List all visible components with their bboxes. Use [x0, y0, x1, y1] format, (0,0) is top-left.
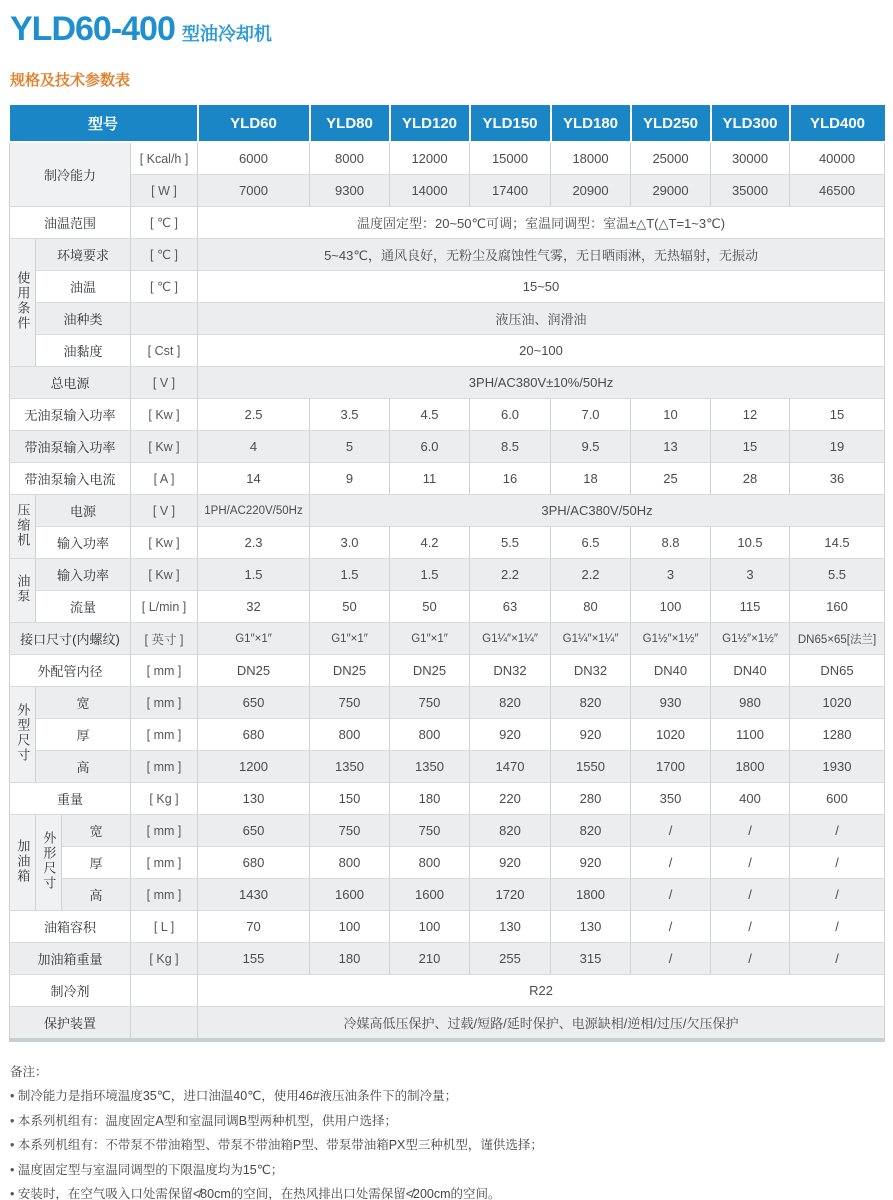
row-label: 油种类: [36, 303, 131, 335]
row-label: 带油泵输入功率: [10, 431, 131, 463]
row-unit: [ ℃ ]: [131, 207, 198, 239]
spec-cell: 180: [310, 943, 390, 975]
spec-cell: G1¼″×1¼″: [551, 623, 631, 655]
group-label-text: 加油箱: [15, 838, 31, 884]
row-label: 环境要求: [36, 239, 131, 271]
row-span-value: 3PH/AC380V±10%/50Hz: [198, 367, 885, 399]
spec-cell: /: [711, 815, 790, 847]
row-unit: [ Kw ]: [131, 527, 198, 559]
row-label: 总电源: [10, 367, 131, 399]
spec-cell: 6.0: [470, 399, 551, 431]
row-group-label: [10, 815, 36, 911]
spec-cell: 2.2: [551, 559, 631, 591]
spec-cell: 16: [470, 463, 551, 495]
spec-cell: 750: [390, 687, 470, 719]
row-unit: [ V ]: [131, 495, 198, 527]
row-span-value: 3PH/AC380V/50Hz: [310, 495, 885, 527]
spec-cell: 1.5: [310, 559, 390, 591]
page-title-suffix: 型油冷却机: [181, 24, 272, 44]
spec-cell: 14.5: [790, 527, 885, 559]
spec-cell: 46500: [790, 175, 885, 207]
row-label: 油箱容积: [10, 911, 131, 943]
spec-cell: 1700: [631, 751, 711, 783]
row-unit: [ mm ]: [131, 655, 198, 687]
spec-cell: 650: [198, 815, 310, 847]
spec-cell: /: [711, 879, 790, 911]
row-unit: [ Kw ]: [131, 431, 198, 463]
spec-cell: 1930: [790, 751, 885, 783]
spec-cell: 820: [470, 687, 551, 719]
row-label: 高: [62, 879, 131, 911]
spec-cell: 3: [711, 559, 790, 591]
row-unit: [ mm ]: [131, 719, 198, 751]
note-item: • 安装时，在空气吸入口处需保留≮80cm的空间，在热风排出口处需保留≮200cm的空间。: [10, 1182, 893, 1200]
spec-cell: 680: [198, 719, 310, 751]
spec-cell: 30000: [711, 142, 790, 175]
spec-cell: 18: [551, 463, 631, 495]
row-unit: [ Kg ]: [131, 943, 198, 975]
spec-cell: /: [790, 847, 885, 879]
row-group-label: [10, 239, 36, 367]
row-unit: [ L ]: [131, 911, 198, 943]
row-unit: [ mm ]: [131, 687, 198, 719]
spec-cell: 4: [198, 431, 310, 463]
spec-cell: 11: [390, 463, 470, 495]
notes-section: [10, 1060, 893, 1200]
table-row: [10, 943, 885, 975]
column-header: YLD60: [198, 105, 310, 142]
spec-cell: DN65×65[法兰]: [790, 623, 885, 655]
spec-cell: 4.5: [390, 399, 470, 431]
spec-cell: /: [631, 815, 711, 847]
spec-cell: 50: [310, 591, 390, 623]
row-span-value: 15~50: [198, 271, 885, 303]
spec-cell: G1″×1″: [390, 623, 470, 655]
spec-cell: /: [711, 847, 790, 879]
row-unit: [ Cst ]: [131, 335, 198, 367]
table-row: [10, 847, 885, 879]
column-header: YLD80: [310, 105, 390, 142]
spec-cell: 130: [470, 911, 551, 943]
row-label: 重量: [10, 783, 131, 815]
spec-cell: 1430: [198, 879, 310, 911]
row-label: 接口尺寸(内螺纹): [10, 623, 131, 655]
page-header: [0, 0, 893, 49]
spec-cell: 820: [470, 815, 551, 847]
spec-cell: 2.5: [198, 399, 310, 431]
column-header-model: 型号: [10, 105, 198, 142]
spec-cell: 5: [310, 431, 390, 463]
spec-cell: 1PH/AC220V/50Hz: [198, 495, 310, 527]
row-unit: [131, 975, 198, 1007]
row-group-label: [10, 687, 36, 783]
spec-cell: 1280: [790, 719, 885, 751]
group-label-text: 油泵: [15, 574, 31, 604]
spec-cell: 1.5: [198, 559, 310, 591]
spec-cell: 3.0: [310, 527, 390, 559]
spec-cell: 750: [390, 815, 470, 847]
row-span-value: 温度固定型：20~50℃可调；室温同调型：室温±△T(△T=1~3℃): [198, 207, 885, 239]
row-label: 输入功率: [36, 559, 131, 591]
spec-cell: 28: [711, 463, 790, 495]
spec-cell: 7000: [198, 175, 310, 207]
table-row: [10, 303, 885, 335]
row-unit: [ ℃ ]: [131, 271, 198, 303]
spec-cell: 1350: [390, 751, 470, 783]
spec-cell: /: [631, 879, 711, 911]
row-unit: [ mm ]: [131, 847, 198, 879]
table-row: [10, 175, 885, 207]
table-row: [10, 879, 885, 911]
row-unit: [ A ]: [131, 463, 198, 495]
row-group-label: [10, 559, 36, 623]
spec-cell: 14: [198, 463, 310, 495]
table-header-row: [10, 105, 885, 142]
spec-cell: 930: [631, 687, 711, 719]
spec-cell: DN40: [711, 655, 790, 687]
spec-cell: 70: [198, 911, 310, 943]
spec-cell: 15: [790, 399, 885, 431]
spec-cell: 1600: [390, 879, 470, 911]
spec-cell: 350: [631, 783, 711, 815]
spec-cell: 1800: [551, 879, 631, 911]
spec-cell: 800: [310, 847, 390, 879]
spec-cell: 1200: [198, 751, 310, 783]
spec-cell: 1470: [470, 751, 551, 783]
spec-cell: 17400: [470, 175, 551, 207]
spec-cell: 25000: [631, 142, 711, 175]
table-row: [10, 591, 885, 623]
row-label: 带油泵输入电流: [10, 463, 131, 495]
table-row: [10, 1007, 885, 1041]
spec-cell: 180: [390, 783, 470, 815]
spec-cell: 210: [390, 943, 470, 975]
group-label-text: 外形尺寸: [41, 831, 57, 891]
spec-cell: /: [711, 943, 790, 975]
note-item: • 本系列机组有：不带泵不带油箱型、带泵不带油箱P型、带泵带油箱PX型三种机型，谨供选择；: [10, 1133, 893, 1158]
spec-cell: 280: [551, 783, 631, 815]
section-title: 规格及技术参数表: [10, 72, 131, 89]
row-unit: [ mm ]: [131, 879, 198, 911]
table-row: [10, 815, 885, 847]
spec-cell: 15: [711, 431, 790, 463]
row-label: 流量: [36, 591, 131, 623]
spec-cell: 8000: [310, 142, 390, 175]
spec-cell: 920: [470, 719, 551, 751]
row-label: 输入功率: [36, 527, 131, 559]
row-label: 宽: [36, 687, 131, 719]
row-label: 宽: [62, 815, 131, 847]
spec-cell: 920: [470, 847, 551, 879]
table-row: [10, 623, 885, 655]
note-item: • 制冷能力是指环境温度35℃，进口油温40℃，使用46#液压油条件下的制冷量；: [10, 1084, 893, 1109]
row-span-value: 5~43℃，通风良好，无粉尘及腐蚀性气雾，无日晒雨淋，无热辐射，无振动: [198, 239, 885, 271]
spec-cell: 100: [310, 911, 390, 943]
spec-cell: 1350: [310, 751, 390, 783]
table-row: [10, 399, 885, 431]
spec-cell: 920: [551, 719, 631, 751]
spec-cell: /: [790, 815, 885, 847]
spec-cell: 14000: [390, 175, 470, 207]
column-header: YLD250: [631, 105, 711, 142]
spec-cell: 800: [390, 719, 470, 751]
row-unit: [ ℃ ]: [131, 239, 198, 271]
note-item: • 温度固定型与室温同调型的下限温度均为15℃；: [10, 1158, 893, 1183]
table-row: [10, 463, 885, 495]
spec-cell: 1020: [631, 719, 711, 751]
row-unit: [ L/min ]: [131, 591, 198, 623]
row-unit: [ Kw ]: [131, 559, 198, 591]
spec-cell: 600: [790, 783, 885, 815]
spec-cell: 315: [551, 943, 631, 975]
spec-cell: 1600: [310, 879, 390, 911]
table-row: [10, 142, 885, 175]
column-header: YLD120: [390, 105, 470, 142]
table-row: [10, 559, 885, 591]
spec-cell: 19: [790, 431, 885, 463]
spec-cell: DN25: [198, 655, 310, 687]
table-row: [10, 719, 885, 751]
spec-cell: 2.2: [470, 559, 551, 591]
spec-cell: 1100: [711, 719, 790, 751]
spec-cell: 1550: [551, 751, 631, 783]
spec-cell: 12: [711, 399, 790, 431]
spec-cell: 130: [198, 783, 310, 815]
row-label: 电源: [36, 495, 131, 527]
spec-cell: 650: [198, 687, 310, 719]
spec-cell: 3.5: [310, 399, 390, 431]
spec-cell: DN65: [790, 655, 885, 687]
spec-cell: 8.5: [470, 431, 551, 463]
spec-cell: 1800: [711, 751, 790, 783]
spec-cell: DN40: [631, 655, 711, 687]
row-label: 厚: [36, 719, 131, 751]
spec-cell: DN25: [310, 655, 390, 687]
row-span-value: 冷媒高低压保护、过载/短路/延时保护、电源缺相/逆相/过压/欠压保护: [198, 1007, 885, 1041]
row-unit: [ Kg ]: [131, 783, 198, 815]
spec-cell: /: [790, 911, 885, 943]
column-header: YLD180: [551, 105, 631, 142]
row-label: 制冷剂: [10, 975, 131, 1007]
row-span-value: 20~100: [198, 335, 885, 367]
spec-cell: 40000: [790, 142, 885, 175]
table-row: [10, 687, 885, 719]
row-unit: [131, 1007, 198, 1041]
row-span-value: R22: [198, 975, 885, 1007]
spec-cell: 255: [470, 943, 551, 975]
row-unit: [ 英寸 ]: [131, 623, 198, 655]
spec-cell: 750: [310, 687, 390, 719]
spec-cell: G1½″×1½″: [631, 623, 711, 655]
table-row: [10, 367, 885, 399]
spec-cell: G1½″×1½″: [711, 623, 790, 655]
page-title: YLD60-400: [10, 10, 175, 48]
spec-cell: 9.5: [551, 431, 631, 463]
table-row: [10, 239, 885, 271]
note-item: • 本系列机组有：温度固定A型和室温同调B型两种机型，供用户选择；: [10, 1109, 893, 1134]
row-label: 无油泵输入功率: [10, 399, 131, 431]
spec-cell: 80: [551, 591, 631, 623]
spec-cell: /: [711, 911, 790, 943]
table-row: [10, 495, 885, 527]
spec-cell: 20900: [551, 175, 631, 207]
spec-cell: 400: [711, 783, 790, 815]
notes-title: 备注：: [10, 1065, 48, 1079]
row-label: 制冷能力: [10, 142, 131, 207]
table-row: [10, 655, 885, 687]
spec-cell: 1720: [470, 879, 551, 911]
spec-cell: 220: [470, 783, 551, 815]
column-header: YLD400: [790, 105, 885, 142]
row-label: 油黏度: [36, 335, 131, 367]
spec-cell: 160: [790, 591, 885, 623]
spec-cell: 18000: [551, 142, 631, 175]
spec-cell: 8.8: [631, 527, 711, 559]
row-unit: [ W ]: [131, 175, 198, 207]
spec-cell: /: [631, 847, 711, 879]
row-label: 外配管内径: [10, 655, 131, 687]
table-row: [10, 207, 885, 239]
row-unit: [ mm ]: [131, 815, 198, 847]
spec-cell: 5.5: [790, 559, 885, 591]
spec-cell: G1″×1″: [198, 623, 310, 655]
spec-cell: 6.5: [551, 527, 631, 559]
spec-cell: 155: [198, 943, 310, 975]
spec-cell: /: [631, 943, 711, 975]
spec-cell: 29000: [631, 175, 711, 207]
spec-cell: /: [631, 911, 711, 943]
spec-cell: 7.0: [551, 399, 631, 431]
spec-cell: 10.5: [711, 527, 790, 559]
row-group-label: [10, 495, 36, 559]
row-label: 油温: [36, 271, 131, 303]
table-row: [10, 527, 885, 559]
spec-cell: 5.5: [470, 527, 551, 559]
spec-cell: DN32: [551, 655, 631, 687]
row-unit: [ Kcal/h ]: [131, 142, 198, 175]
spec-cell: 6000: [198, 142, 310, 175]
spec-cell: /: [790, 943, 885, 975]
spec-cell: 115: [711, 591, 790, 623]
spec-cell: 15000: [470, 142, 551, 175]
row-label: 油温范围: [10, 207, 131, 239]
spec-cell: 2.3: [198, 527, 310, 559]
spec-cell: 150: [310, 783, 390, 815]
spec-cell: 6.0: [390, 431, 470, 463]
row-unit: [ Kw ]: [131, 399, 198, 431]
spec-cell: 820: [551, 815, 631, 847]
spec-cell: 25: [631, 463, 711, 495]
spec-cell: 35000: [711, 175, 790, 207]
table-row: [10, 751, 885, 783]
table-row: [10, 975, 885, 1007]
spec-cell: 32: [198, 591, 310, 623]
spec-cell: 9: [310, 463, 390, 495]
spec-cell: 130: [551, 911, 631, 943]
column-header: YLD150: [470, 105, 551, 142]
spec-cell: 50: [390, 591, 470, 623]
row-group-label: [36, 815, 62, 911]
spec-cell: 13: [631, 431, 711, 463]
table-row: [10, 335, 885, 367]
group-label-text: 外型尺寸: [15, 703, 31, 763]
spec-cell: 1020: [790, 687, 885, 719]
spec-cell: DN25: [390, 655, 470, 687]
row-label: 加油箱重量: [10, 943, 131, 975]
column-header: YLD300: [711, 105, 790, 142]
spec-cell: 4.2: [390, 527, 470, 559]
table-row: [10, 783, 885, 815]
spec-cell: 800: [310, 719, 390, 751]
row-unit: [ V ]: [131, 367, 198, 399]
spec-cell: 63: [470, 591, 551, 623]
spec-cell: 10: [631, 399, 711, 431]
spec-cell: 800: [390, 847, 470, 879]
row-label: 高: [36, 751, 131, 783]
row-unit: [ mm ]: [131, 751, 198, 783]
spec-cell: 100: [390, 911, 470, 943]
table-row: [10, 431, 885, 463]
row-span-value: 液压油、润滑油: [198, 303, 885, 335]
spec-cell: 750: [310, 815, 390, 847]
spec-cell: 3: [631, 559, 711, 591]
group-label-text: 压缩机: [15, 502, 31, 548]
row-label: 厚: [62, 847, 131, 879]
row-label: 保护装置: [10, 1007, 131, 1041]
spec-cell: G1¼″×1¼″: [470, 623, 551, 655]
spec-cell: 1.5: [390, 559, 470, 591]
spec-cell: DN32: [470, 655, 551, 687]
spec-cell: 680: [198, 847, 310, 879]
spec-cell: G1″×1″: [310, 623, 390, 655]
table-row: [10, 911, 885, 943]
spec-cell: /: [790, 879, 885, 911]
spec-cell: 9300: [310, 175, 390, 207]
row-unit: [131, 303, 198, 335]
spec-table: [9, 105, 885, 1042]
spec-cell: 920: [551, 847, 631, 879]
spec-cell: 100: [631, 591, 711, 623]
spec-cell: 820: [551, 687, 631, 719]
spec-cell: 980: [711, 687, 790, 719]
table-row: [10, 271, 885, 303]
group-label-text: 使用条件: [15, 271, 31, 331]
spec-cell: 12000: [390, 142, 470, 175]
spec-cell: 36: [790, 463, 885, 495]
